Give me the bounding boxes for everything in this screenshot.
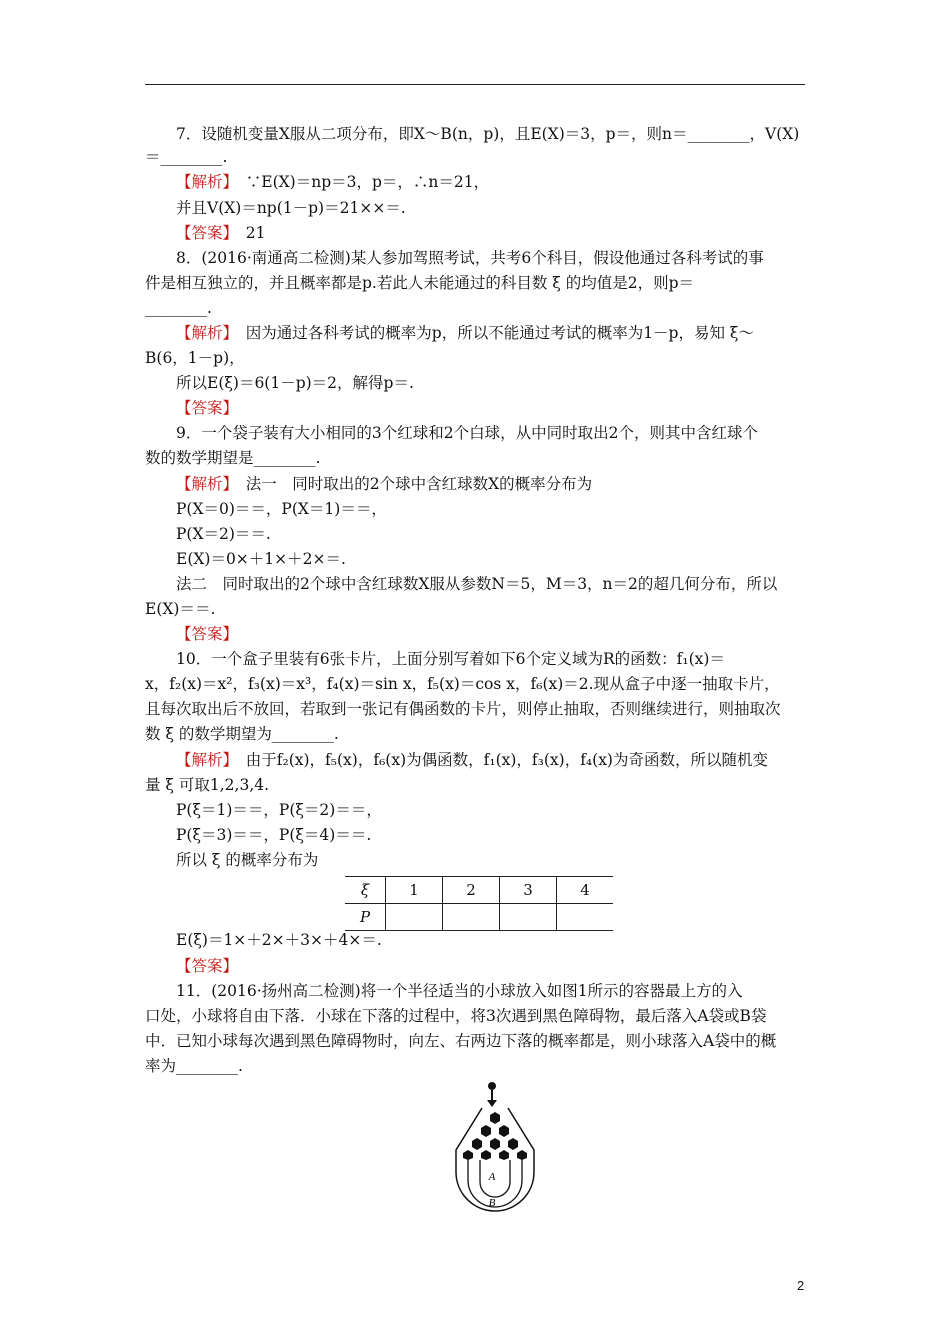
obstacle	[472, 1138, 482, 1150]
text-line	[176, 929, 382, 951]
text-line	[176, 849, 318, 871]
bag-b-label: B	[488, 1197, 496, 1209]
line-text: 口处，小球将自由下落．小球在下落的过程中，将3次遇到黑色障碍物，最后落入A袋或B袋	[145, 1007, 767, 1025]
line-text: E(X)＝＝.	[145, 600, 216, 618]
header-rule	[145, 84, 805, 85]
arrow-head-icon	[487, 1100, 497, 1107]
annotated-line	[176, 749, 768, 771]
line-text: E(X)＝0×＋1×＋2×＝.	[176, 550, 346, 568]
line-text: 件是相互独立的，并且概率都是p.若此人未能通过的科目数 ξ 的均值是2，则p＝	[145, 274, 695, 292]
line-text: 11．(2016·扬州高二检测)将一个半径适当的小球放入如图1所示的容器最上方的入	[176, 982, 743, 1000]
obstacles	[463, 1112, 527, 1160]
annotated-line	[176, 955, 238, 977]
obstacle	[499, 1150, 509, 1160]
text-line	[145, 272, 694, 294]
text-line	[176, 824, 371, 846]
line-text: 所以E(ξ)＝6(1－p)＝2，解得p＝.	[176, 374, 414, 392]
line-text: 并且V(X)＝np(1－p)＝21××＝.	[176, 199, 406, 217]
text-line	[145, 447, 320, 469]
section-label: 【解析】	[176, 324, 231, 342]
table-cell: 2	[443, 877, 500, 904]
text-line	[176, 523, 271, 545]
text-line	[145, 774, 269, 796]
table-cell: 1	[386, 877, 443, 904]
line-text: ＝________.	[145, 148, 228, 166]
section-label: 【答案】	[176, 399, 239, 417]
line-text: 量 ξ 可取1,2,3,4.	[145, 776, 270, 794]
line-text: P(ξ＝3)＝＝，P(ξ＝4)＝＝.	[176, 826, 372, 844]
text-line	[176, 372, 414, 394]
obstacle	[490, 1112, 500, 1124]
section-label: 【解析】	[176, 475, 231, 493]
container-diagram	[440, 1080, 550, 1215]
text-line	[176, 548, 346, 570]
obstacle	[481, 1150, 491, 1160]
table-header-row	[345, 877, 613, 904]
line-text: 法二 同时取出的2个球中含红球数X服从参数N＝5，M＝3，n＝2的超几何分布，所以	[176, 575, 778, 593]
obstacle	[463, 1150, 473, 1160]
line-text: 中．已知小球每次遇到黑色障碍物时，向左、右两边下落的概率都是，则小球落入A袋中的概	[145, 1032, 777, 1050]
line-text: E(ξ)＝1×＋2×＋3×＋4×＝.	[176, 931, 382, 949]
table-cell: P	[345, 904, 386, 931]
line-text: 9．一个袋子装有大小相同的3个红球和2个白球，从中同时取出2个，则其中含红球个	[176, 424, 758, 442]
table-cell: 3	[500, 877, 557, 904]
page-number: 2	[797, 1278, 805, 1293]
line-text: P(X＝0)＝＝，P(X＝1)＝＝，	[176, 500, 387, 518]
text-line	[145, 1005, 766, 1027]
line-text: x，f₂(x)＝x²，f₃(x)＝x³，f₄(x)＝sin x，f₅(x)＝cos x，f₆(x)＝2.现从盒子中逐一抽取卡片，	[145, 675, 780, 693]
obstacle	[508, 1138, 518, 1150]
text-line	[145, 347, 245, 369]
annotated-line	[176, 397, 238, 419]
text-line	[176, 123, 799, 145]
text-line	[145, 673, 780, 695]
annotated-line	[176, 322, 754, 344]
table-cell	[443, 904, 500, 931]
obstacle	[490, 1138, 500, 1150]
ball-icon	[488, 1082, 496, 1090]
line-text: 率为________.	[145, 1057, 243, 1075]
table-cell: ξ	[345, 877, 386, 904]
bag-a-label: A	[488, 1171, 496, 1183]
line-text: 10．一个盒子里装有6张卡片，上面分别写着如下6个定义域为R的函数：f₁(x)＝	[176, 650, 725, 668]
text-line	[145, 723, 339, 745]
text-line	[145, 297, 212, 319]
obstacle	[499, 1125, 509, 1137]
text-line	[145, 1030, 776, 1052]
text-line	[176, 648, 725, 670]
line-text: ________.	[145, 299, 212, 317]
text-line	[145, 598, 215, 620]
line-text: 21	[230, 224, 266, 242]
table-cell	[557, 904, 614, 931]
line-text: 所以 ξ 的概率分布为	[176, 851, 319, 869]
text-line	[176, 498, 387, 520]
line-text: 因为通过各科考试的概率为p，所以不能通过考试的概率为1－p，易知 ξ～	[230, 324, 754, 342]
text-line	[145, 698, 781, 720]
obstacle	[481, 1125, 491, 1137]
line-text: 7．设随机变量X服从二项分布，即X～B(n，p)，且E(X)＝3，p＝，则n＝________，V(X)	[176, 125, 800, 143]
table-row	[345, 904, 613, 931]
text-line	[176, 247, 764, 269]
annotated-line	[176, 222, 266, 244]
probability-distribution-table	[345, 876, 613, 931]
line-text: 8．(2016·南通高二检测)某人参加驾照考试，共考6个科目，假设他通过各科考试的事	[176, 249, 764, 267]
line-text: P(ξ＝1)＝＝，P(ξ＝2)＝＝，	[176, 801, 382, 819]
line-text: 且每次取出后不放回，若取到一张记有偶函数的卡片，则停止抽取，否则继续进行，则抽取次	[145, 700, 781, 718]
annotated-line	[176, 473, 592, 495]
text-line	[145, 146, 227, 168]
line-text: 数 ξ 的数学期望为________.	[145, 725, 339, 743]
section-label: 【答案】	[176, 625, 239, 643]
text-line	[145, 1055, 243, 1077]
text-line	[176, 573, 777, 595]
text-line	[176, 799, 382, 821]
table-cell	[386, 904, 443, 931]
line-text: 数的数学期望是________.	[145, 449, 321, 467]
text-line	[176, 980, 743, 1002]
table-cell: 4	[557, 877, 614, 904]
line-text: B(6，1－p)，	[145, 349, 245, 367]
annotated-line	[176, 171, 489, 193]
text-line	[176, 197, 406, 219]
line-text: 法一 同时取出的2个球中含红球数X的概率分布为	[230, 475, 593, 493]
obstacle	[517, 1150, 527, 1160]
text-line	[176, 422, 758, 444]
line-text: P(X＝2)＝＝.	[176, 525, 271, 543]
annotated-line	[176, 623, 238, 645]
table-cell	[500, 904, 557, 931]
line-text: ∵E(X)＝np＝3，p＝，∴n＝21，	[230, 173, 490, 191]
section-label: 【答案】	[176, 224, 231, 242]
line-text: 由于f₂(x)，f₅(x)，f₆(x)为偶函数，f₁(x)，f₃(x)，f₄(x)为奇函数，所以随机变	[230, 751, 768, 769]
section-label: 【解析】	[176, 751, 231, 769]
section-label: 【答案】	[176, 957, 239, 975]
section-label: 【解析】	[176, 173, 231, 191]
